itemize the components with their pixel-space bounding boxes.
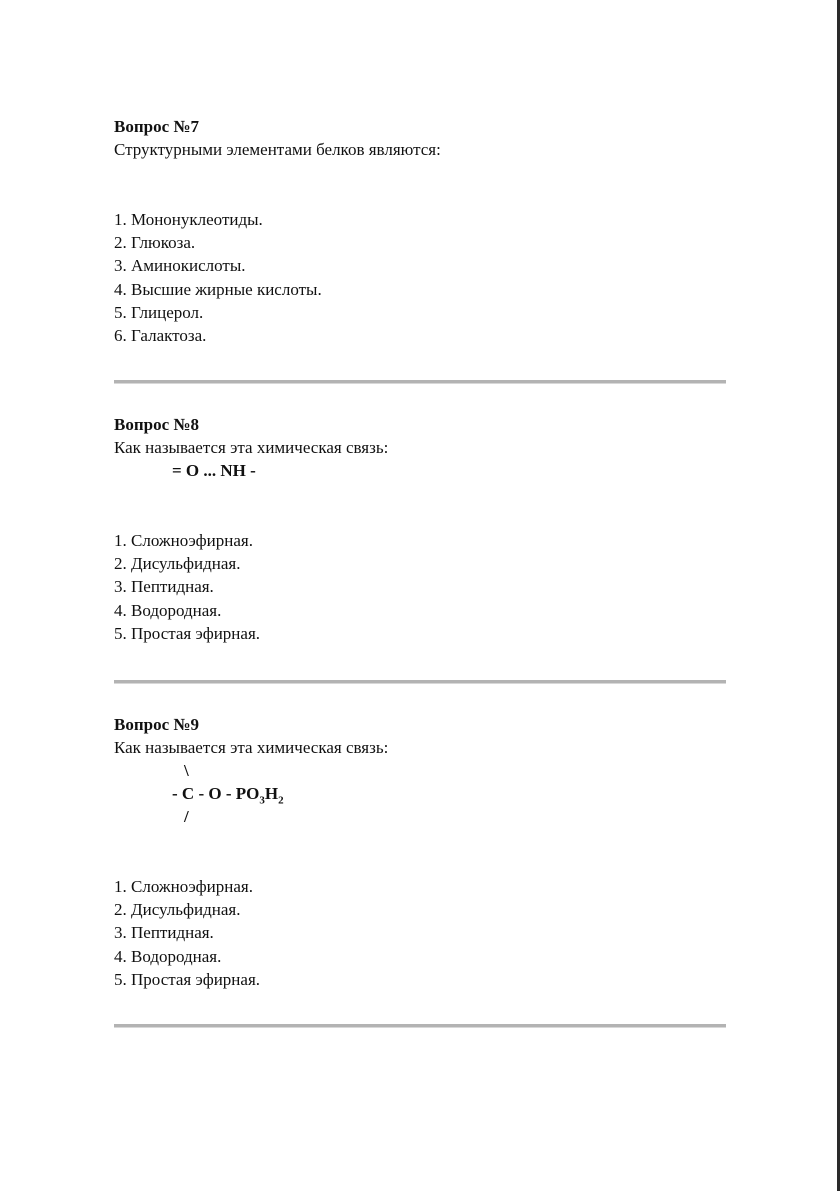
question-text: Структурными элементами белков являются: bbox=[114, 140, 441, 159]
section-divider bbox=[114, 680, 726, 684]
question-text: Как называется эта химическая связь: bbox=[114, 438, 389, 457]
answer-option: 1. Мононуклеотиды. bbox=[114, 210, 263, 229]
answer-options bbox=[114, 529, 726, 645]
answer-option: 3. Пептидная. bbox=[114, 923, 214, 943]
answer-option: 4. Водородная. bbox=[114, 946, 222, 966]
answer-option: 2. Дисульфидная. bbox=[114, 900, 241, 920]
formula-main: H bbox=[264, 784, 279, 803]
question-title: Вопрос №9 bbox=[114, 715, 199, 734]
answer-option: 2. Дисульфидная. bbox=[114, 554, 241, 574]
question-title: Вопрос №8 bbox=[114, 415, 199, 434]
question-9 bbox=[114, 713, 726, 991]
formula-subscript: 3 bbox=[259, 794, 265, 807]
chemical-formula: = O ... NH - bbox=[172, 461, 256, 480]
answer-option: 4. Водородная. bbox=[114, 600, 222, 620]
formula-main: - C - O - PO bbox=[172, 784, 260, 803]
answer-option: 5. Глицерол. bbox=[114, 302, 204, 322]
chemical-formula bbox=[172, 782, 726, 805]
answer-options bbox=[114, 208, 726, 347]
answer-option: 1. Сложноэфирная. bbox=[114, 531, 253, 550]
formula-top-bond: \ bbox=[184, 761, 189, 780]
section-divider bbox=[114, 380, 726, 384]
answer-option: 3. Аминокислоты. bbox=[114, 256, 246, 276]
answer-option: 5. Простая эфирная. bbox=[114, 623, 261, 643]
answer-option: 3. Пептидная. bbox=[114, 577, 214, 597]
question-8 bbox=[114, 413, 726, 645]
section-divider bbox=[114, 1024, 726, 1028]
answer-option: 5. Простая эфирная. bbox=[114, 969, 261, 989]
question-7 bbox=[114, 115, 726, 347]
formula-subscript: 2 bbox=[278, 794, 284, 807]
answer-option: 1. Сложноэфирная. bbox=[114, 877, 253, 896]
answer-options bbox=[114, 875, 726, 991]
answer-option: 4. Высшие жирные кислоты. bbox=[114, 279, 322, 299]
formula-bottom-bond: / bbox=[184, 807, 189, 826]
question-title: Вопрос №7 bbox=[114, 117, 199, 136]
answer-option: 2. Глюкоза. bbox=[114, 233, 196, 253]
answer-option: 6. Галактоза. bbox=[114, 326, 207, 346]
question-text: Как называется эта химическая связь: bbox=[114, 738, 389, 757]
